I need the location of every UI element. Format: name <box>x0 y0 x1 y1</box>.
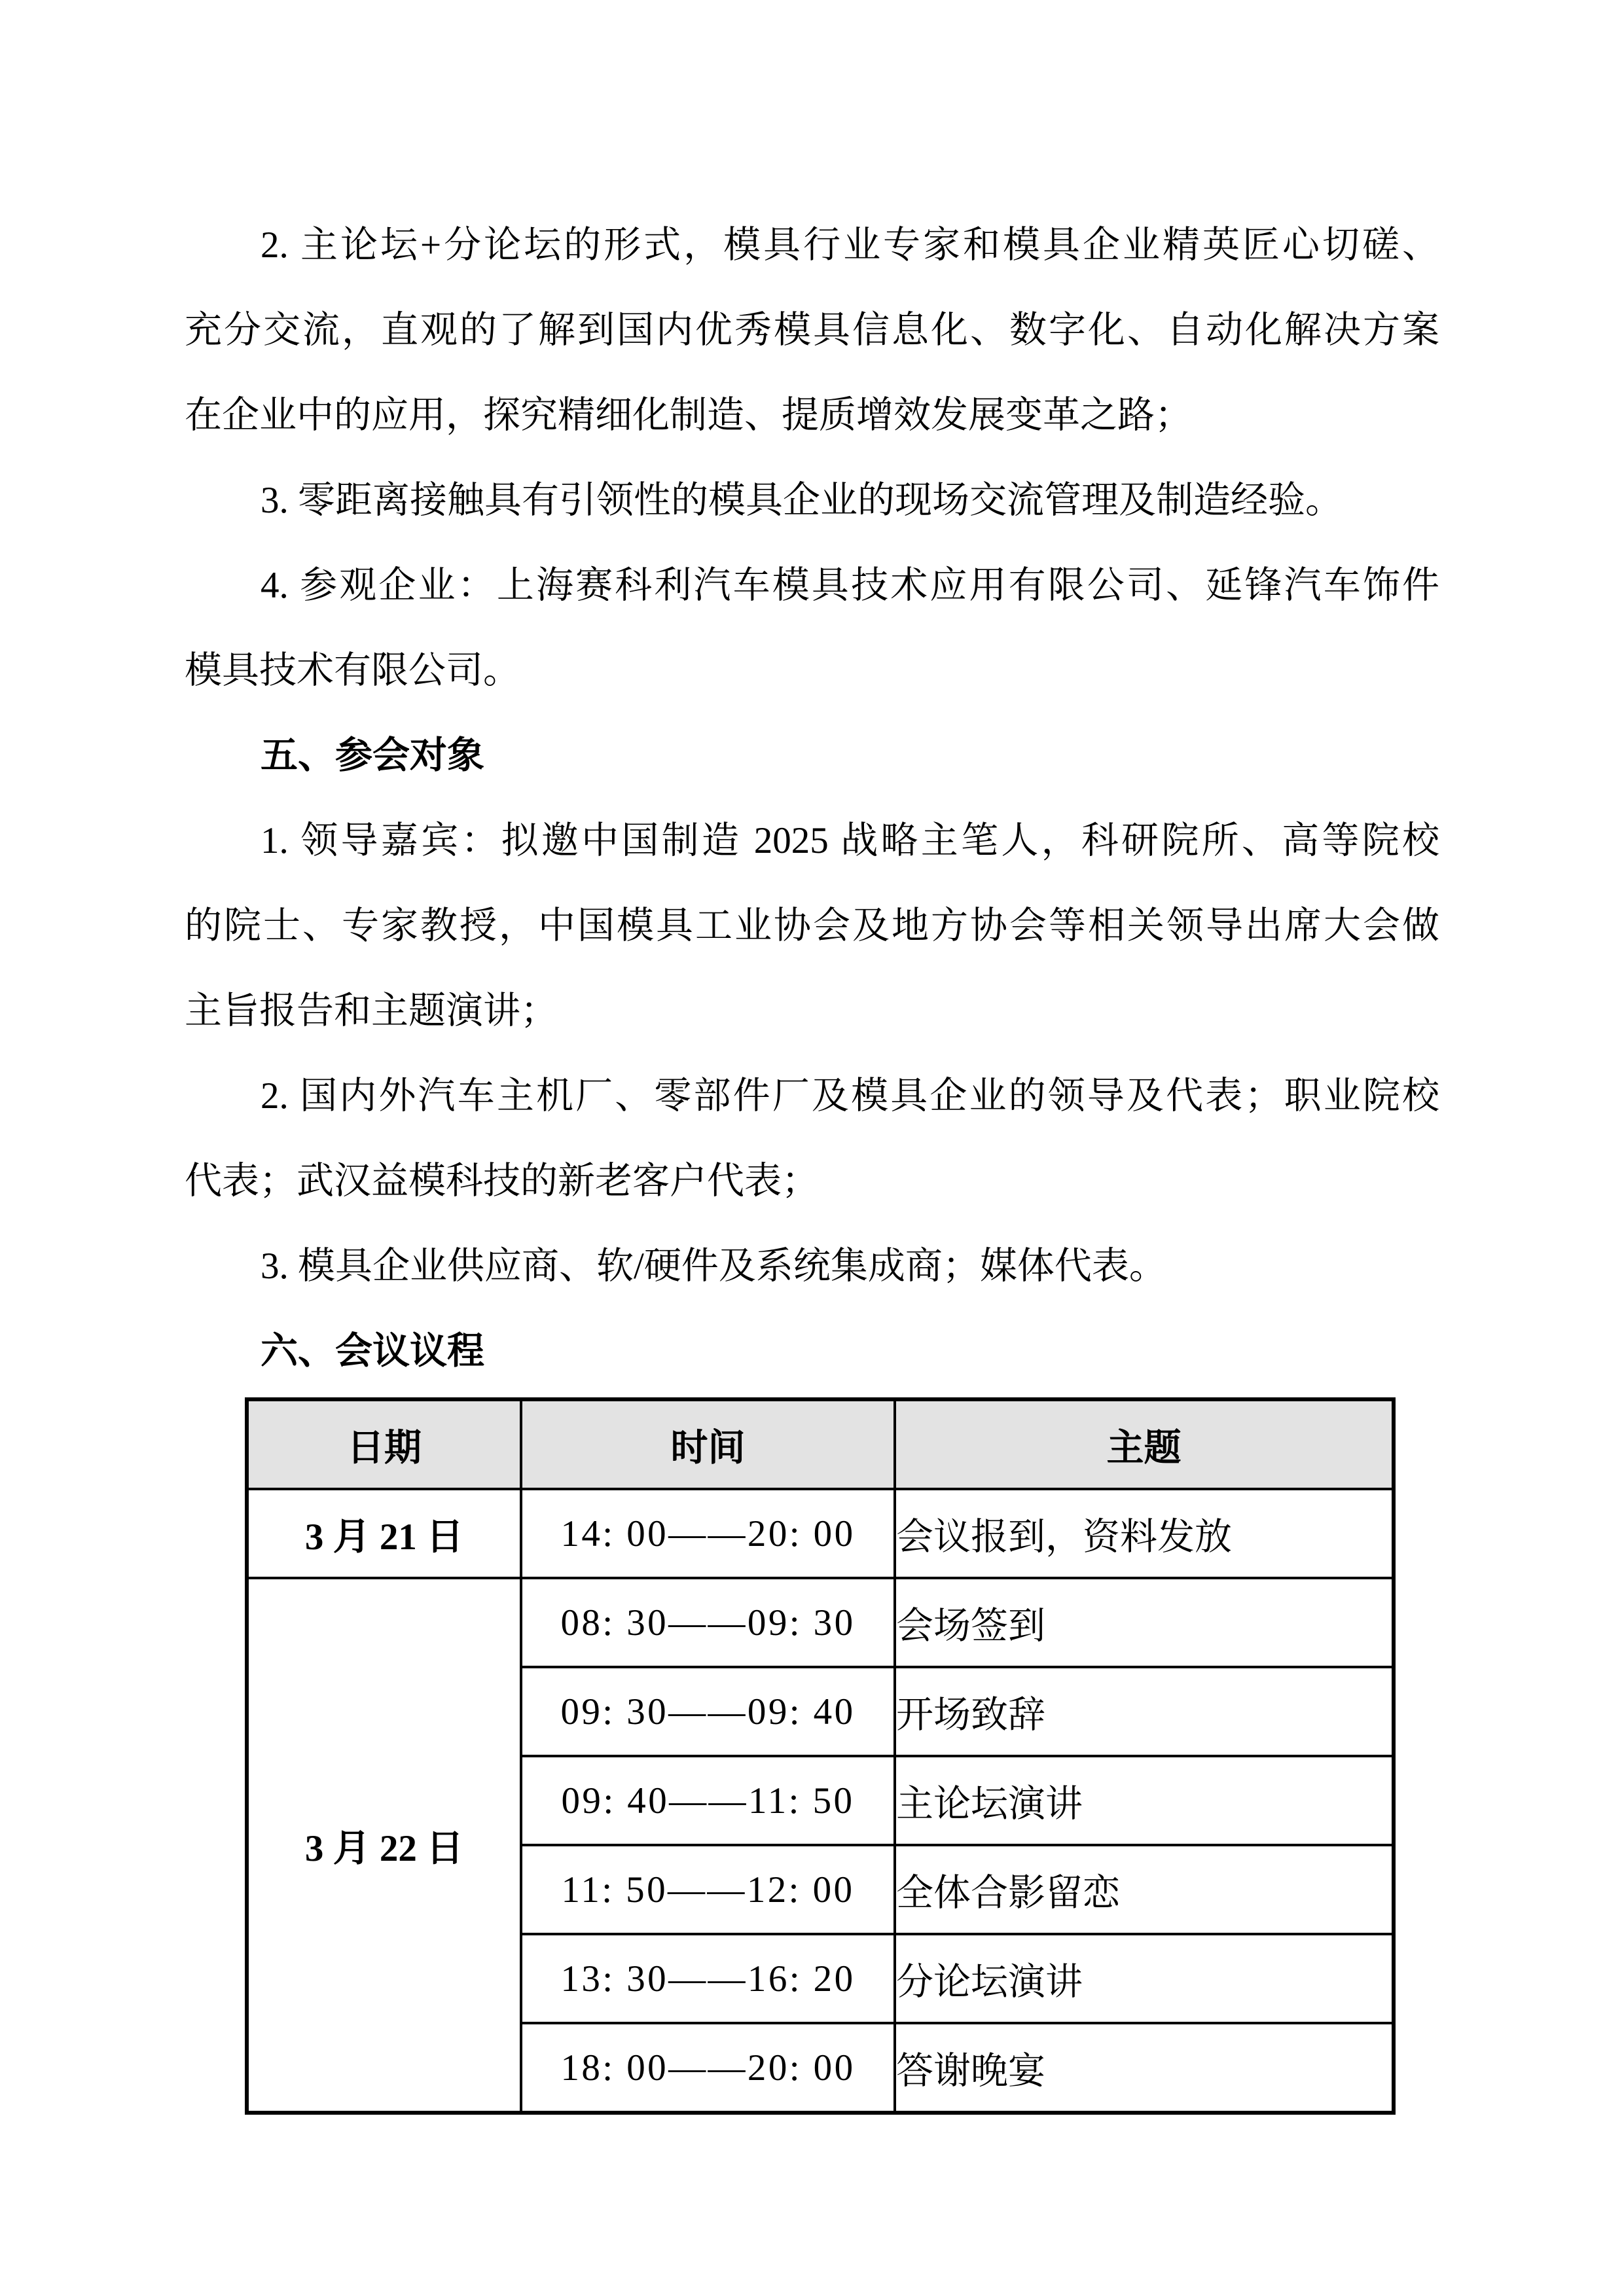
table-row <box>247 1489 1394 1578</box>
agenda-time-cell: 18: 00——20: 00 <box>521 2023 895 2113</box>
agenda-topic-cell: 主论坛演讲 <box>895 1756 1394 1845</box>
paragraph-line: 4. 参观企业：上海赛科利汽车模具技术应用有限公司、延锋汽车饰件 <box>261 565 1439 606</box>
table-row <box>247 1578 1394 1667</box>
column-header-topic: 主题 <box>895 1399 1394 1489</box>
agenda-header-row <box>247 1399 1394 1489</box>
paragraph-line: 3. 模具企业供应商、软/硬件及系统集成商；媒体代表。 <box>261 1246 1166 1287</box>
agenda-topic-cell: 会议报到，资料发放 <box>895 1489 1394 1578</box>
paragraph-line: 在企业中的应用，探究精细化制造、提质增效发展变革之路； <box>185 395 1192 436</box>
paragraph-line: 的院士、专家教授，中国模具工业协会及地方协会等相关领导出席大会做 <box>185 905 1439 946</box>
document-content <box>185 203 1439 2115</box>
column-header-date: 日期 <box>247 1399 521 1489</box>
agenda-topic-cell: 会场签到 <box>895 1578 1394 1667</box>
section-heading-participants: 五、参会对象 <box>261 735 484 776</box>
agenda-time-cell: 13: 30——16: 20 <box>521 1934 895 2023</box>
paragraph-line: 3. 零距离接触具有引领性的模具企业的现场交流管理及制造经验。 <box>261 480 1343 521</box>
agenda-time-cell: 09: 40——11: 50 <box>521 1756 895 1845</box>
paragraph-line: 2. 主论坛+分论坛的形式，模具行业专家和模具企业精英匠心切磋、 <box>261 224 1439 266</box>
paragraph-line: 1. 领导嘉宾：拟邀中国制造 2025 战略主笔人，科研院所、高等院校 <box>261 820 1439 861</box>
agenda-time-cell: 09: 30——09: 40 <box>521 1667 895 1756</box>
agenda-topic-cell: 全体合影留恋 <box>895 1845 1394 1934</box>
agenda-time-cell: 14: 00——20: 00 <box>521 1489 895 1578</box>
agenda-topic-cell: 开场致辞 <box>895 1667 1394 1756</box>
paragraph-line: 模具技术有限公司。 <box>185 650 520 691</box>
column-header-time: 时间 <box>521 1399 895 1489</box>
agenda-topic-cell: 答谢晚宴 <box>895 2023 1394 2113</box>
paragraph-line: 充分交流，直观的了解到国内优秀模具信息化、数字化、自动化解决方案 <box>185 310 1439 351</box>
agenda-table <box>245 1397 1396 2115</box>
agenda-date-cell: 3 月 21 日 <box>247 1489 521 1578</box>
paragraph-line: 主旨报告和主题演讲； <box>185 990 558 1031</box>
agenda-topic-cell: 分论坛演讲 <box>895 1934 1394 2023</box>
agenda-date-cell-merged: 3 月 22 日 <box>247 1578 521 2113</box>
agenda-time-cell: 08: 30——09: 30 <box>521 1578 895 1667</box>
agenda-time-cell: 11: 50——12: 00 <box>521 1845 895 1934</box>
paragraph-line: 2. 国内外汽车主机厂、零部件厂及模具企业的领导及代表；职业院校 <box>261 1075 1439 1117</box>
section-heading-agenda: 六、会议议程 <box>261 1331 484 1372</box>
paragraph-line: 代表；武汉益模科技的新老客户代表； <box>185 1160 819 1202</box>
